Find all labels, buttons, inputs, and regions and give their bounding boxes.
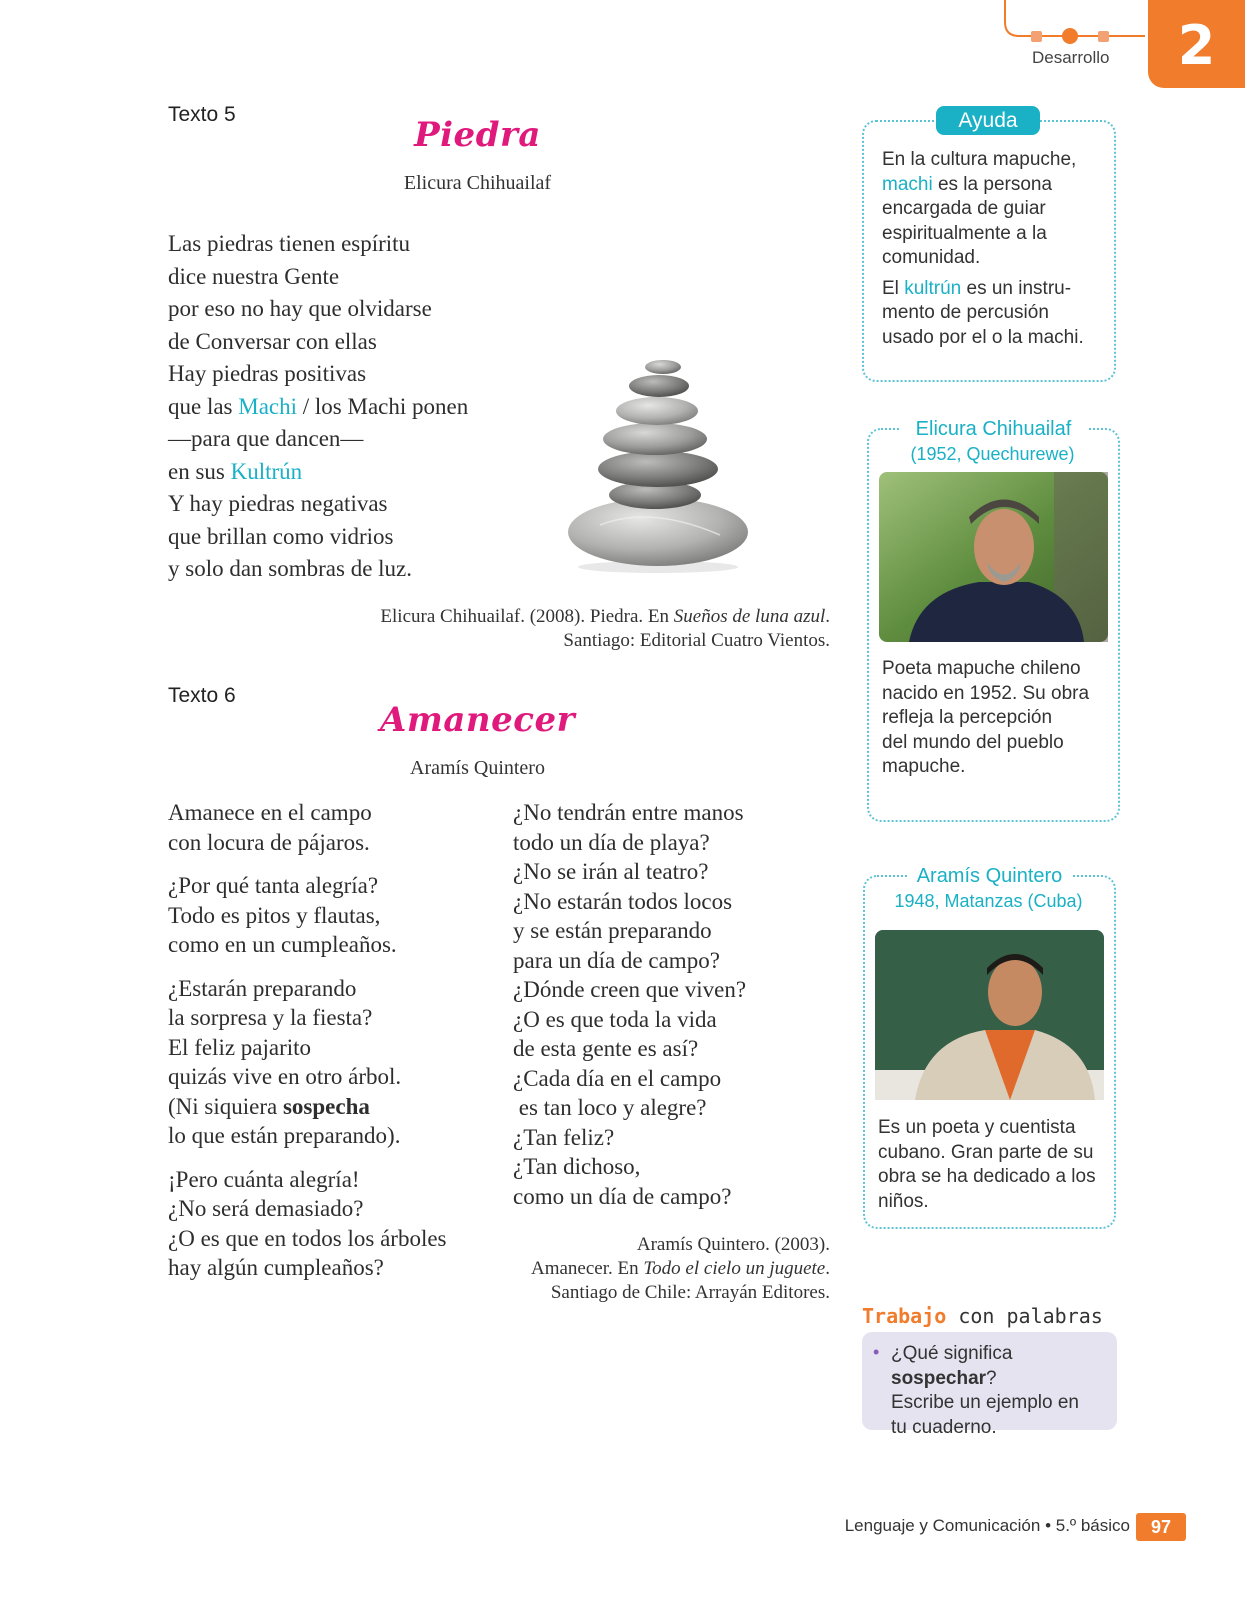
poem-line: en sus Kultrún	[168, 458, 303, 484]
vocabulary-activity-heading: Trabajo con palabras	[862, 1304, 1103, 1328]
unit-number: 2	[1177, 14, 1216, 77]
text5-citation: Elicura Chihuailaf. (2008). Piedra. En Sueños de luna azul. Santiago: Editorial Cuatro Vientos.	[380, 606, 830, 651]
text6-poem-column-2: ¿No tendrán entre manos todo un día de playa? ¿No se irán al teatro? ¿No estarán todos locos y se están preparando para un día de campo? ¿Dónde creen que viven? ¿O es que toda la vida de esta gente es así? ¿Cada día en el campo es tan loco y alegre? ¿Tan feliz? ¿Tan dichoso, como un día de campo?	[513, 800, 747, 1209]
poem-line: que brillan como vidrios	[168, 523, 394, 549]
bullet-icon: •	[873, 1342, 880, 1362]
poem-line: por eso no hay que olvidarse	[168, 296, 432, 321]
poem-line: y solo dan sombras de luz.	[168, 556, 413, 581]
text6-poem-column-1	[168, 798, 498, 1297]
text6-citation: Aramís Quintero. (2003). Amanecer. En Todo el cielo un juguete. Santiago de Chile: Arrayán Editores.	[530, 1234, 830, 1303]
text6-author: Aramís Quintero	[410, 757, 545, 779]
glossary-term-machi: Machi	[238, 393, 298, 419]
text6-title: Amanecer	[380, 700, 575, 740]
text5-label: Texto 5	[168, 103, 236, 126]
stacked-stones-image	[560, 335, 770, 575]
text6-label: Texto 6	[168, 684, 236, 707]
stanza: ¿Estarán preparando la sorpresa y la fiesta? El feliz pajarito quizás vive en otro árbol. (Ni siquiera sospecha lo que están preparando).	[168, 975, 402, 1148]
poem-line: Las piedras tienen espíritu	[168, 231, 411, 256]
glossary-term-kultrun: kultrún	[904, 277, 962, 299]
author-name: Aramís Quintero	[907, 865, 1072, 888]
section-label: Desarrollo	[1032, 48, 1110, 67]
page-number: 97	[1136, 1513, 1186, 1541]
poem-line: Y hay piedras negativas	[168, 491, 388, 516]
poem-line: que las Machi / los Machi ponen	[168, 393, 469, 419]
help-tab: Ayuda	[936, 106, 1040, 135]
author-bio-text: Poeta mapuche chileno nacido en 1952. Su obra refleja la percepción del mundo del pueblo mapuche.	[882, 658, 1090, 777]
vocabulary-word-sospecha: sospecha	[282, 1093, 370, 1119]
poem-line: de Conversar con ellas	[168, 328, 377, 354]
text5-author: Elicura Chihuailaf	[403, 172, 552, 194]
footer-text: Lenguaje y Comunicación • 5.º básico	[844, 1516, 1130, 1535]
help-box	[862, 120, 1116, 382]
author-bio-text: Es un poeta y cuentista cubano. Gran parte de su obra se ha dedicado a los niños.	[878, 1117, 1096, 1212]
author-photo	[879, 472, 1108, 642]
text5-poem	[168, 228, 568, 586]
glossary-term-kultrun: Kultrún	[230, 458, 303, 484]
glossary-term-machi: machi	[882, 173, 933, 195]
poem-line: —para que dancen—	[168, 426, 364, 451]
stanza: ¿Por qué tanta alegría? Todo es pitos y flautas, como en un cumpleaños.	[168, 873, 397, 957]
author-name: Elicura Chihuailaf	[900, 418, 1087, 441]
text5-title: Piedra	[414, 115, 541, 155]
author-origin: 1948, Matanzas (Cuba)	[894, 891, 1083, 911]
unit-number-tab	[1148, 0, 1245, 88]
help-text: En la cultura mapuche, machi es la persona encargada de guiar espiritualmente a la comunidad. El kultrún es un instru- mento de percusión usado por el o la machi.	[882, 149, 1084, 348]
author-photo	[875, 930, 1104, 1100]
poem-line: Hay piedras positivas	[168, 361, 367, 386]
stanza: ¡Pero cuánta alegría! ¿No será demasiado? ¿O es que en todos los árboles hay algún cumpleaños?	[168, 1166, 447, 1280]
author-origin: (1952, Quechurewe)	[910, 444, 1075, 464]
vocabulary-activity-box: • ¿Qué significa sospechar? Escribe un ejemplo en tu cuaderno.	[862, 1332, 1117, 1430]
stanza: Amanece en el campo con locura de pájaros.	[168, 800, 372, 855]
poem-line: dice nuestra Gente	[168, 263, 340, 289]
